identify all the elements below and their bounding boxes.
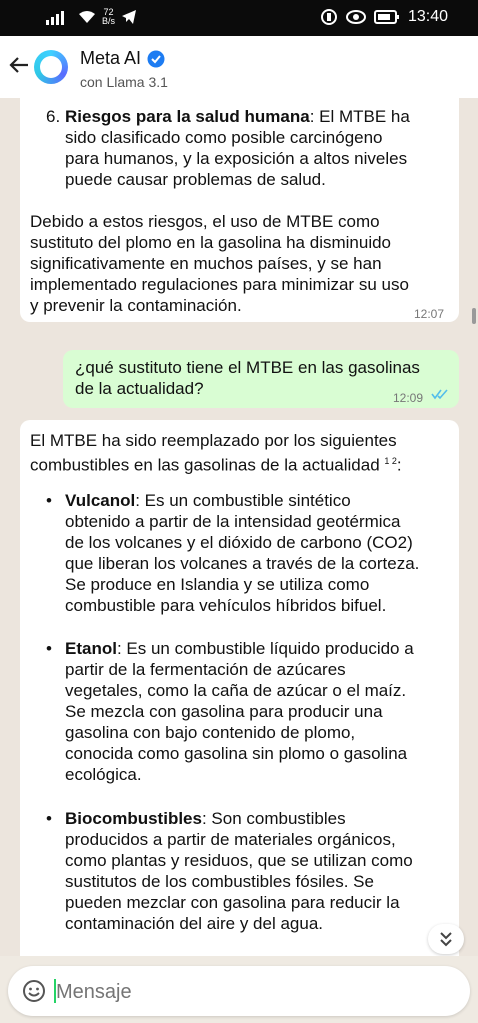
message-time: 12:07: [414, 307, 445, 321]
text-caret: [54, 979, 56, 1003]
bullet-item: Vulcanol: Es un combustible sintético obtenido a partir de la intensidad geotérmica de los volcanes y el dióxido de carbono (CO2) que liberan los volcanes a través de la corteza. Se produce en Islandia y se utiliza como combustible para vehículos híbridos bifuel.: [65, 491, 420, 615]
message-input[interactable]: [54, 976, 438, 1008]
bullet-icon: •: [46, 809, 52, 828]
status-left: [46, 8, 137, 26]
bullet-item: Etanol: Es un combustible líquido producido a partir de la fermentación de azúcares vegetales, como la caña de azúcar o el maíz. Se mezcla con gasolina para producir una gasolina con bajo contenido de plomo, conocida como gasolina sin plomo o gasolina ecológica.: [65, 639, 414, 784]
back-arrow-icon[interactable]: [8, 54, 30, 76]
message-time: 12:09: [393, 391, 424, 405]
message-text: ¿qué sustituto tiene el MTBE en las gasolinas de la actualidad?: [75, 358, 420, 398]
item-title: Riesgos para la salud humana: [65, 107, 310, 126]
wifi-icon: [78, 9, 96, 25]
battery-icon: [374, 10, 400, 24]
chat-header: [0, 36, 478, 99]
citations[interactable]: 1 2: [384, 456, 397, 466]
bullet-icon: •: [46, 639, 52, 658]
message-incoming[interactable]: [20, 420, 459, 956]
list-item-text: Riesgos para la salud humana: El MTBE ha sido clasificado como posible carcinógeno para humanos, y la exposición a altos niveles puede causar problemas de salud.: [65, 107, 410, 189]
status-right: [320, 8, 448, 26]
read-receipt-icon: [431, 388, 449, 400]
chat-area[interactable]: [0, 98, 478, 956]
bullet-icon: •: [46, 491, 52, 510]
signal-icon: [46, 9, 72, 25]
message-input-bar: [8, 966, 470, 1016]
telegram-icon: [121, 9, 137, 25]
avatar[interactable]: [34, 50, 68, 84]
double-chevron-down-icon: [438, 930, 454, 948]
message-outgoing[interactable]: [63, 350, 459, 408]
message-paragraph: Debido a estos riesgos, el uso de MTBE como sustituto del plomo en la gasolina ha disminuido significativamente en muchos países, y se han implementado regulaciones para minimizar su uso y prevenir la contaminación.: [30, 212, 409, 315]
emoji-icon[interactable]: [22, 979, 46, 1003]
contact-subtitle: con Llama 3.1: [80, 74, 168, 90]
scroll-down-button[interactable]: [428, 924, 464, 954]
verified-badge-icon: [147, 50, 165, 68]
network-speed: 72 B/s: [102, 7, 116, 26]
message-incoming[interactable]: [20, 98, 459, 322]
contact-name[interactable]: Meta AI: [80, 48, 165, 69]
bullet-item: Biocombustibles: Son combustibles producidos a partir de materiales orgánicos, como plantas y residuos, que se utilizan como sustitutos de los combustibles fósiles. Se pueden mezclar con gasolina para reducir la contaminación del aire y del agua.: [65, 809, 413, 933]
nfc-icon: [320, 8, 338, 26]
eye-icon: [346, 10, 366, 24]
status-bar: [0, 0, 478, 36]
message-intro: El MTBE ha sido reemplazado por los siguientes combustibles en las gasolinas de la actualidad $^{1 2}$:: [30, 431, 402, 475]
list-number: 6.: [46, 107, 61, 126]
scrollbar[interactable]: [472, 308, 476, 324]
status-time: 13:40: [407, 8, 448, 25]
